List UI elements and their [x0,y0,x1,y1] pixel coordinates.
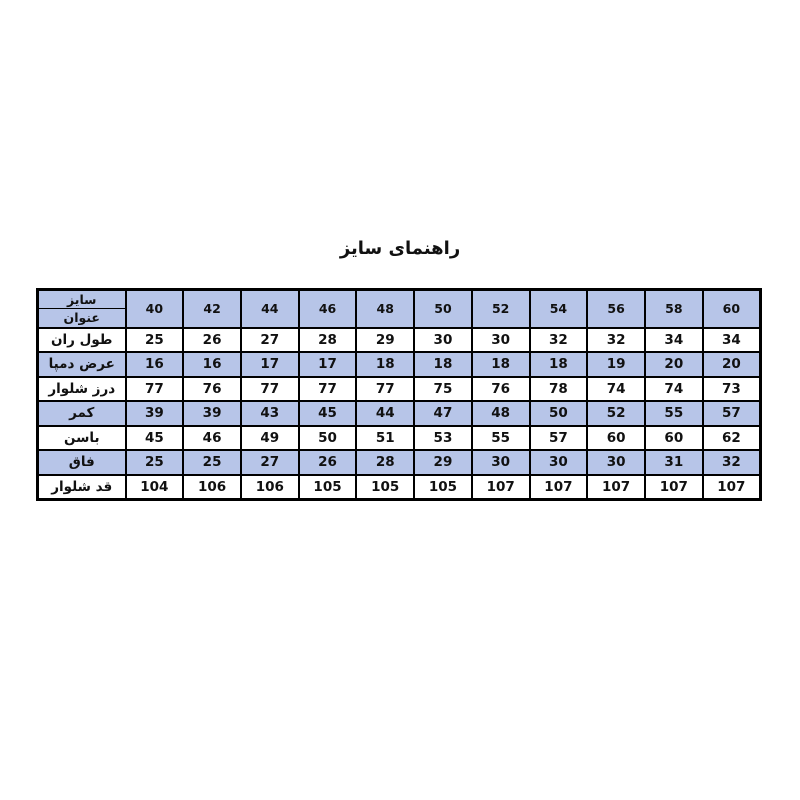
size-value-cell: 31 [645,450,703,475]
row-label: باسن [38,426,126,451]
size-value-cell: 77 [241,377,299,402]
size-value-cell: 105 [299,475,357,500]
size-value-cell: 106 [241,475,299,500]
size-value-cell: 104 [126,475,184,500]
size-value-cell: 44 [356,401,414,426]
size-value-cell: 30 [472,450,530,475]
size-value-cell: 76 [183,377,241,402]
size-value-cell: 107 [645,475,703,500]
size-value-cell: 34 [703,328,761,353]
size-value-cell: 17 [241,352,299,377]
row-label: قد شلوار [38,475,126,500]
size-value-cell: 50 [530,401,588,426]
size-value-cell: 32 [703,450,761,475]
size-value-cell: 29 [356,328,414,353]
size-value-cell: 16 [183,352,241,377]
size-column-header: 58 [645,290,703,328]
size-value-cell: 39 [126,401,184,426]
size-value-cell: 25 [126,328,184,353]
size-value-cell: 107 [530,475,588,500]
size-value-cell: 30 [414,328,472,353]
size-value-cell: 77 [126,377,184,402]
size-value-cell: 78 [530,377,588,402]
size-table-body [38,290,761,500]
table-row [38,377,761,402]
table-row [38,450,761,475]
size-value-cell: 57 [703,401,761,426]
size-value-cell: 32 [587,328,645,353]
size-table [36,288,762,501]
size-value-cell: 30 [530,450,588,475]
size-value-cell: 52 [587,401,645,426]
size-value-cell: 25 [183,450,241,475]
size-value-cell: 34 [645,328,703,353]
size-value-cell: 75 [414,377,472,402]
size-value-cell: 105 [414,475,472,500]
size-column-header: 42 [183,290,241,328]
row-label: فاق [38,450,126,475]
size-value-cell: 107 [703,475,761,500]
size-value-cell: 17 [299,352,357,377]
size-value-cell: 28 [356,450,414,475]
size-value-cell: 45 [299,401,357,426]
size-value-cell: 39 [183,401,241,426]
size-value-cell: 29 [414,450,472,475]
size-value-cell: 107 [587,475,645,500]
table-row [38,352,761,377]
size-value-cell: 48 [472,401,530,426]
size-column-header: 40 [126,290,184,328]
size-column-header: 60 [703,290,761,328]
row-label: عرض دمپا [38,352,126,377]
row-label: درز شلوار [38,377,126,402]
size-value-cell: 49 [241,426,299,451]
size-value-cell: 18 [472,352,530,377]
size-value-cell: 27 [241,328,299,353]
table-row [38,475,761,500]
size-value-cell: 53 [414,426,472,451]
size-column-header: 44 [241,290,299,328]
size-value-cell: 76 [472,377,530,402]
size-value-cell: 18 [530,352,588,377]
size-column-header: 52 [472,290,530,328]
size-value-cell: 43 [241,401,299,426]
size-value-cell: 18 [414,352,472,377]
size-column-header: 48 [356,290,414,328]
size-value-cell: 77 [356,377,414,402]
size-value-cell: 77 [299,377,357,402]
header-row-top [38,290,761,309]
size-value-cell: 73 [703,377,761,402]
size-value-cell: 16 [126,352,184,377]
size-value-cell: 30 [587,450,645,475]
size-value-cell: 105 [356,475,414,500]
size-value-cell: 74 [645,377,703,402]
corner-label-size: سایز [38,290,126,309]
size-value-cell: 32 [530,328,588,353]
table-row [38,426,761,451]
size-value-cell: 19 [587,352,645,377]
size-value-cell: 74 [587,377,645,402]
size-value-cell: 45 [126,426,184,451]
corner-label-title: عنوان [38,309,126,328]
size-value-cell: 46 [183,426,241,451]
size-value-cell: 60 [587,426,645,451]
size-column-header: 54 [530,290,588,328]
size-value-cell: 60 [645,426,703,451]
size-value-cell: 106 [183,475,241,500]
size-guide-title: راهنمای سایز [339,238,461,259]
size-value-cell: 30 [472,328,530,353]
size-value-cell: 27 [241,450,299,475]
size-value-cell: 26 [299,450,357,475]
size-value-cell: 55 [645,401,703,426]
size-column-header: 46 [299,290,357,328]
size-column-header: 56 [587,290,645,328]
table-row [38,328,761,353]
size-value-cell: 55 [472,426,530,451]
size-value-cell: 51 [356,426,414,451]
size-value-cell: 47 [414,401,472,426]
size-value-cell: 57 [530,426,588,451]
size-value-cell: 25 [126,450,184,475]
size-value-cell: 20 [703,352,761,377]
size-value-cell: 18 [356,352,414,377]
size-value-cell: 26 [183,328,241,353]
size-value-cell: 20 [645,352,703,377]
size-value-cell: 50 [299,426,357,451]
size-value-cell: 107 [472,475,530,500]
size-column-header: 50 [414,290,472,328]
size-value-cell: 62 [703,426,761,451]
size-value-cell: 28 [299,328,357,353]
row-label: طول ران [38,328,126,353]
table-row [38,401,761,426]
row-label: کمر [38,401,126,426]
